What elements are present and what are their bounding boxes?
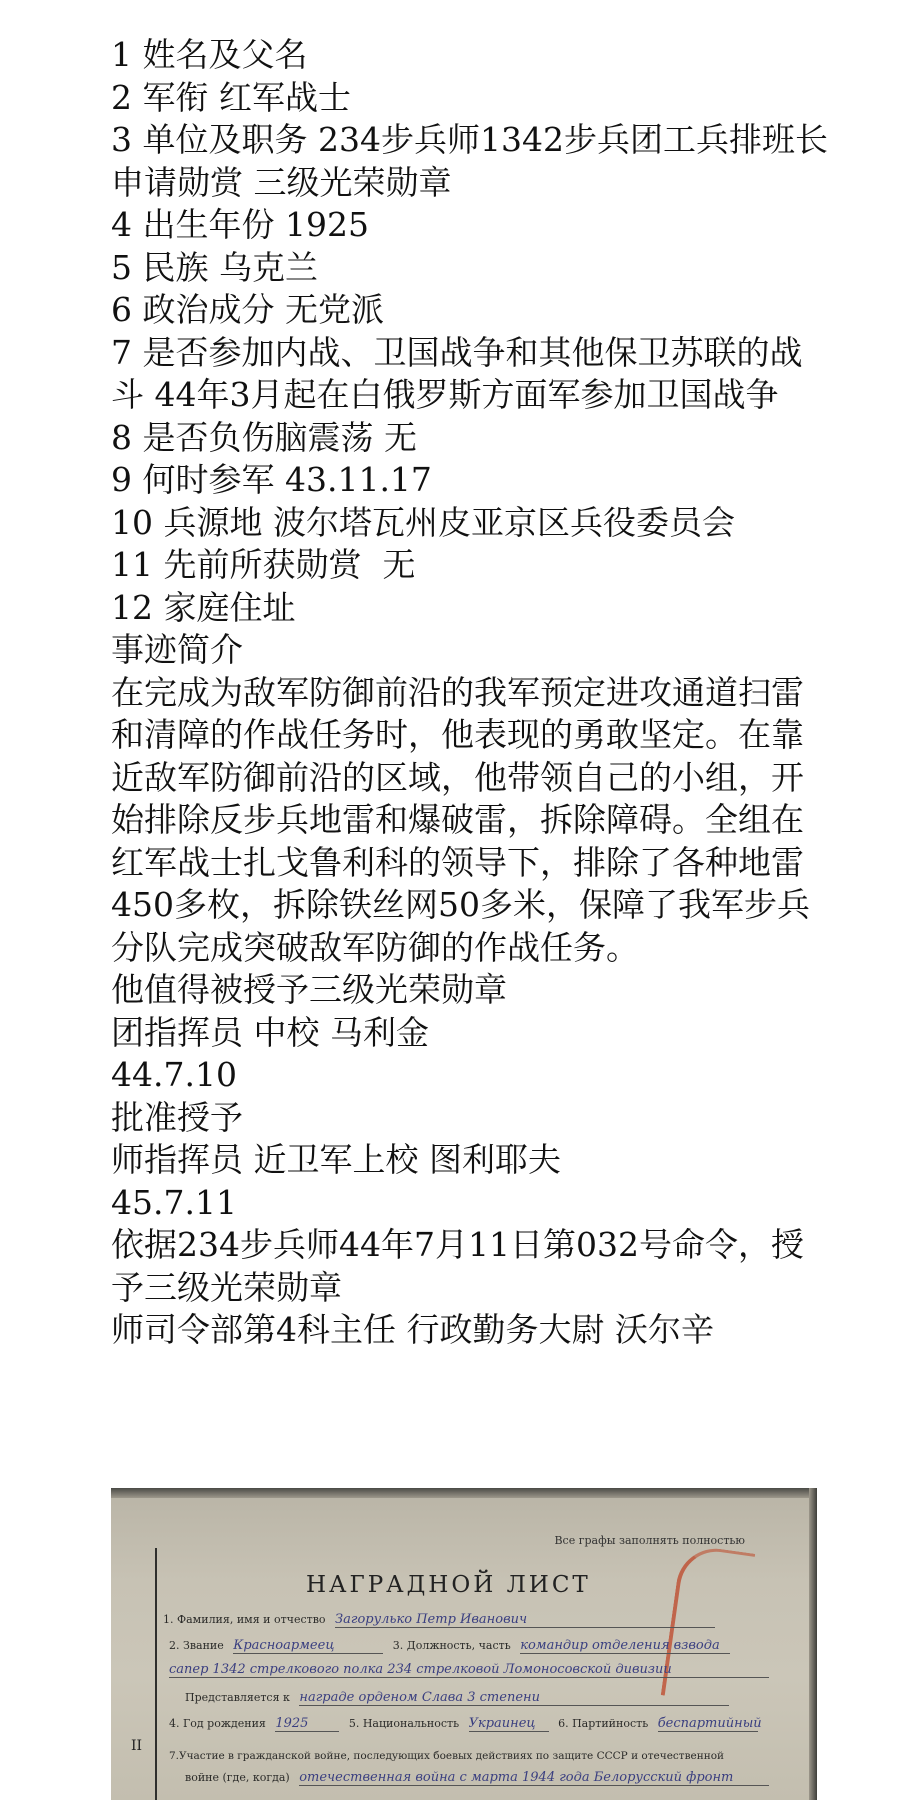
summary-paragraph: 在完成为敌军防御前沿的我军预定进攻通道扫雷和清障的作战任务时，他表现的勇敢坚定。在靠近敌军防御前沿的区域，他带领自己的小组，开始排除反步兵地雷和爆破雷，拆除障碍。全组在红军战士扎戈鲁利科的领导下，排除了各种地雷450多枚，拆除铁丝网50多米，保障了我军步兵分队完成突破敌军防御的作战任务。 [111, 672, 810, 967]
line-date-2: 45.7.11 [111, 1182, 237, 1222]
line-staff-chief: 师司令部第4科主任 行政勤务大尉 沃尔辛 [111, 1310, 714, 1349]
line-date-1: 44.7.10 [111, 1055, 237, 1094]
scan-right-edge [809, 1488, 817, 1800]
line-order: 依据234步兵师44年7月11日第032号命令，授予三级光荣勋章 [111, 1225, 804, 1307]
scan-row-nationality-label: 5. Национальность [348, 1717, 460, 1730]
line-award-requested: 申请勋赏 三级光荣勋章 [111, 162, 452, 202]
scan-row-party-value: беспартийный [657, 1716, 762, 1731]
line-birth-year: 4 出生年份 1925 [111, 205, 369, 244]
line-rank: 2 军衔 红军战士 [111, 77, 351, 117]
line-address: 12 家庭住址 [111, 587, 296, 627]
scan-row-birth-label: 4. Год рождения [169, 1717, 266, 1730]
scan-note: Все графы заполнять полностью [554, 1534, 745, 1547]
line-enlisted: 9 何时参军 43.11.17 [111, 460, 432, 499]
scan-row-birth [169, 1716, 762, 1732]
line-nationality: 5 民族 乌克兰 [111, 247, 318, 287]
scan-row-position-label: 3. Должность, часть [392, 1639, 511, 1652]
scan-row-rank-label: 2. Звание [169, 1639, 224, 1652]
scan-row-position-value: командир отделения взвода [520, 1638, 730, 1654]
scan-row-war-where-value: отечественная война с марта 1944 года Белорусский фронт [299, 1770, 769, 1786]
scan-margin-line [155, 1548, 157, 1800]
line-unit-position: 3 单位及职务 234步兵师1342步兵团工兵排班长 [111, 120, 828, 159]
scan-row-rank [169, 1638, 730, 1654]
scan-row-birth-value: 1925 [275, 1716, 339, 1732]
transcription-text [111, 34, 831, 1352]
line-recommendation: 他值得被授予三级光荣勋章 [111, 970, 507, 1009]
line-prior-awards: 11 先前所获勋赏 无 [111, 545, 416, 584]
line-war-participation: 7 是否参加内战、卫国战争和其他保卫苏联的战斗 44年3月起在白俄罗斯方面军参加卫国战争 [111, 332, 803, 414]
scan-row-name-label: 1. Фамилия, имя и отчество [163, 1613, 326, 1626]
award-sheet-scan [111, 1488, 817, 1800]
scan-row-presented [185, 1690, 729, 1706]
scan-row-war [169, 1750, 724, 1762]
line-approved: 批准授予 [111, 1097, 243, 1137]
scan-row-party-label: 6. Партийность [558, 1717, 649, 1730]
scan-side-mark: II [131, 1738, 143, 1754]
line-wounds: 8 是否负伤脑震荡 无 [111, 417, 417, 457]
line-name: 1 姓名及父名 [111, 35, 308, 74]
scan-title: НАГРАДНОЙ ЛИСТ [306, 1572, 591, 1598]
scan-row-war-label: 7.Участие в гражданской войне, последующих боевых действиях по защите СССР и отечественной [169, 1750, 725, 1762]
scan-row-name-value: Загорулько Петр Иванович [335, 1612, 715, 1628]
scan-row-presented-value: награде орденом Слава 3 степени [299, 1690, 729, 1706]
line-division-commander: 师指挥员 近卫军上校 图利耶夫 [111, 1140, 561, 1179]
line-draft-office: 10 兵源地 波尔塔瓦州皮亚京区兵役委员会 [111, 502, 735, 542]
line-party: 6 政治成分 无党派 [111, 290, 384, 329]
scan-row-presented-label: Представляется к [185, 1691, 290, 1704]
scan-row-name [163, 1612, 715, 1628]
line-regiment-commander: 团指挥员 中校 马利金 [111, 1012, 429, 1052]
scan-row-nationality-value: Украинец [469, 1716, 549, 1732]
scan-top-edge [111, 1488, 817, 1498]
scan-row-unit [169, 1662, 769, 1678]
scan-row-war-where [185, 1770, 769, 1786]
scan-row-rank-value: Красноармеец [233, 1638, 383, 1654]
scan-row-war-where-label: войне (где, когда) [185, 1771, 290, 1784]
line-summary-heading: 事迹简介 [111, 630, 243, 669]
scan-row-unit-value: сапер 1342 стрелкового полка 234 стрелковой Ломоносовской дивизии [169, 1662, 769, 1678]
